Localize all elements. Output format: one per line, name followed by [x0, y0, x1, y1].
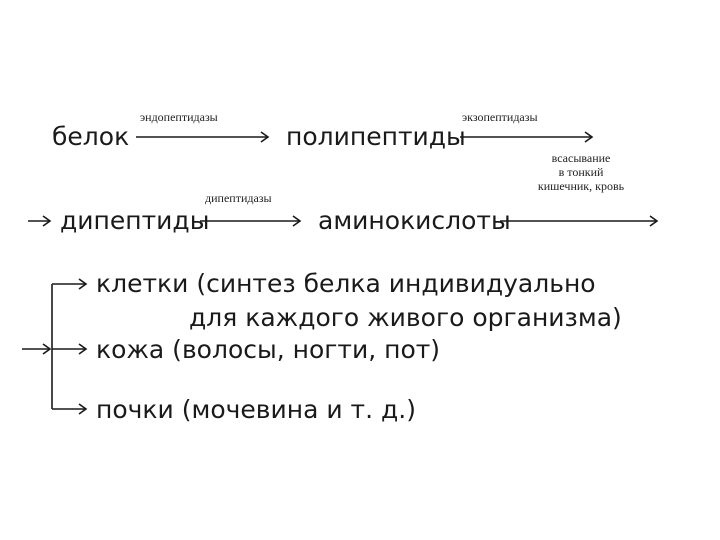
node-cells-continued: для каждого живого организма)	[189, 303, 622, 332]
label-exopeptidases: экзопептидазы	[462, 110, 538, 124]
label-endopeptidases: эндопептидазы	[140, 110, 218, 124]
label-absorption: всасывание в тонкий кишечник, кровь	[537, 151, 625, 193]
node-polypeptides: полипептиды	[286, 122, 466, 151]
label-dipeptidases: дипептидазы	[205, 191, 272, 205]
node-amino-acids: аминокислоты	[318, 206, 511, 235]
node-skin: кожа (волосы, ногти, пот)	[96, 335, 441, 364]
node-kidneys: почки (мочевина и т. д.)	[96, 395, 416, 424]
node-protein: белок	[52, 122, 130, 151]
node-dipeptides: дипептиды	[60, 206, 210, 235]
node-cells: клетки (синтез белка индивидуально	[96, 269, 596, 298]
